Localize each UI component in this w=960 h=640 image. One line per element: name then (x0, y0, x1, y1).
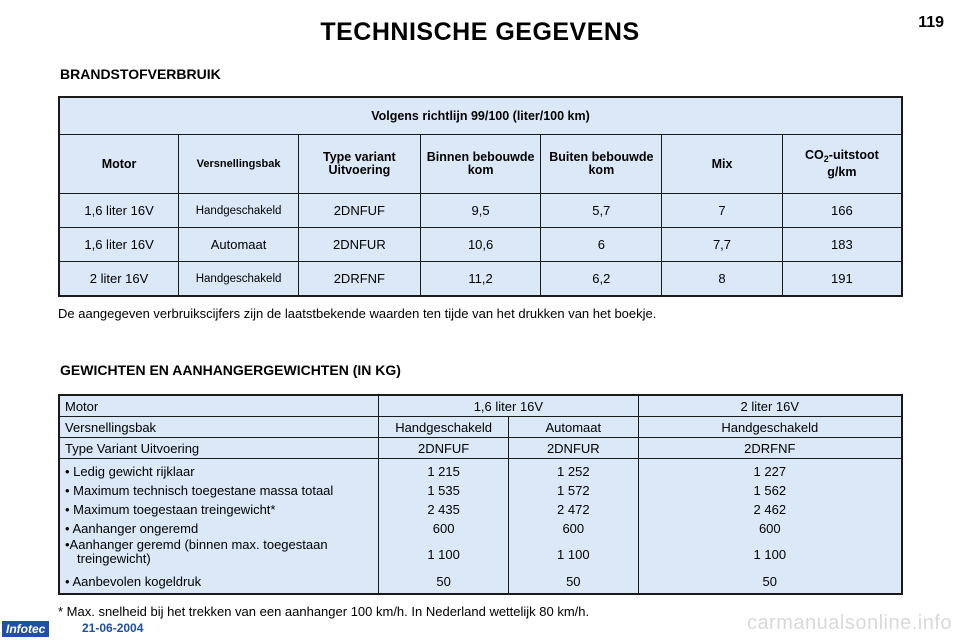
cell-type: 2DRFNF (298, 262, 420, 297)
list-item: • Maximum technisch toegestane massa totaal (65, 483, 334, 498)
header-mix: Mix (662, 135, 783, 194)
value-cell: 50 (762, 574, 778, 589)
list-item: • Ledig gewicht rijklaar (65, 464, 195, 479)
value-cell: 50 (566, 574, 581, 589)
cell-motor: 2 liter 16V (59, 262, 179, 297)
cell-highway: 5,7 (541, 194, 662, 228)
value-cell: 2 462 (753, 502, 787, 517)
header-gearbox: Versnellingsbak (179, 135, 299, 194)
weights-section-heading: GEWICHTEN EN AANHANGERGEWICHTEN (IN KG) (60, 362, 401, 378)
list-item: • Maximum toegestaan treingewicht* (65, 502, 276, 517)
weights-gearbox-row (59, 417, 902, 438)
cell-city: 10,6 (420, 228, 541, 262)
gearbox-label: Versnellingsbak (59, 417, 379, 438)
footnote: * Max. snelheid bij het trekken van een aanhanger 100 km/h. In Nederland wettelijk 80 km/h. (58, 604, 590, 619)
watermark: carmanualsonline.info (746, 612, 952, 634)
value-cell: 600 (562, 521, 585, 536)
header-highway: Buiten bebouwde kom (541, 135, 662, 194)
value-cell: 1 227 (753, 464, 787, 479)
page-title: TECHNISCHE GEGEVENS (320, 18, 640, 46)
cell-highway: 6,2 (541, 262, 662, 297)
motor-label: Motor (59, 395, 379, 417)
cell-type: 2DNFUF (298, 194, 420, 228)
cell-gearbox: Handgeschakeld (179, 194, 299, 228)
weights-type-row (59, 438, 902, 459)
table-row (59, 262, 902, 297)
cell-co2: 191 (782, 262, 902, 297)
cell-mix: 7 (662, 194, 783, 228)
list-item-line1: •Aanhanger geremd (binnen max. toegestaan (65, 537, 328, 552)
cell-motor: 1,6 liter 16V (59, 228, 179, 262)
fuel-header-row (59, 135, 902, 194)
cell-gearbox: Handgeschakeld (179, 262, 299, 297)
value-cell: 50 (436, 574, 451, 589)
header-co2-suffix: -uitstoot (828, 148, 879, 162)
list-item-line2: treingewicht) (77, 551, 151, 566)
type-value: 2DNFUR (509, 438, 639, 459)
weights-col-b (509, 459, 639, 595)
page-number: 119 (918, 14, 944, 31)
gearbox-value: Handgeschakeld (638, 417, 902, 438)
fuel-note: De aangegeven verbruikscijfers zijn de laatstbekende waarden ten tijde van het drukken van het boekje. (58, 306, 657, 321)
cell-mix: 7,7 (662, 228, 783, 262)
weights-col-c (638, 459, 902, 595)
cell-gearbox: Automaat (179, 228, 299, 262)
cell-mix: 8 (662, 262, 783, 297)
value-cell: 1 535 (427, 483, 460, 498)
gearbox-value: Handgeschakeld (379, 417, 509, 438)
value-cell: 600 (432, 521, 455, 536)
cell-co2: 166 (782, 194, 902, 228)
fuel-consumption-table (58, 96, 903, 297)
header-co2 (782, 135, 902, 194)
table-row (59, 228, 902, 262)
value-cell: 1 100 (427, 547, 460, 562)
print-date: 21-06-2004 (82, 621, 144, 635)
cell-type: 2DNFUR (298, 228, 420, 262)
cell-co2: 183 (782, 228, 902, 262)
weights-table (58, 394, 903, 595)
list-item: • Aanbevolen kogeldruk (65, 574, 202, 589)
type-value: 2DNFUF (379, 438, 509, 459)
type-label: Type Variant Uitvoering (59, 438, 379, 459)
value-cell: 1 562 (753, 483, 787, 498)
weights-labels-column (59, 459, 379, 595)
cell-city: 9,5 (420, 194, 541, 228)
header-motor: Motor (59, 135, 179, 194)
weights-col-a (379, 459, 509, 595)
type-value: 2DRFNF (638, 438, 902, 459)
gearbox-value: Automaat (509, 417, 639, 438)
weights-values-block (59, 459, 902, 595)
header-type: Type variant Uitvoering (298, 135, 420, 194)
infotec-logo: Infotec (2, 621, 49, 637)
value-cell: 1 100 (557, 547, 590, 562)
fuel-section-heading: BRANDSTOFVERBRUIK (60, 66, 221, 82)
motor-b: 2 liter 16V (638, 395, 902, 417)
list-item: • Aanhanger ongeremd (65, 521, 199, 536)
value-cell: 1 572 (557, 483, 590, 498)
cell-highway: 6 (541, 228, 662, 262)
header-co2-unit: g/km (827, 165, 857, 179)
header-co2-prefix: CO (805, 148, 824, 162)
fuel-caption: Volgens richtlijn 99/100 (liter/100 km) (59, 97, 902, 135)
header-co2-sub: 2 (823, 154, 829, 164)
value-cell: 1 252 (557, 464, 590, 479)
value-cell: 1 215 (427, 464, 460, 479)
value-cell: 1 100 (753, 547, 787, 562)
list-item (65, 538, 373, 572)
fuel-caption-row (59, 97, 902, 135)
value-cell: 600 (758, 521, 781, 536)
value-cell: 2 472 (557, 502, 590, 517)
cell-motor: 1,6 liter 16V (59, 194, 179, 228)
weights-motor-row (59, 395, 902, 417)
table-row (59, 194, 902, 228)
value-cell: 2 435 (427, 502, 460, 517)
cell-city: 11,2 (420, 262, 541, 297)
header-city: Binnen bebouwde kom (420, 135, 541, 194)
motor-a: 1,6 liter 16V (379, 395, 638, 417)
